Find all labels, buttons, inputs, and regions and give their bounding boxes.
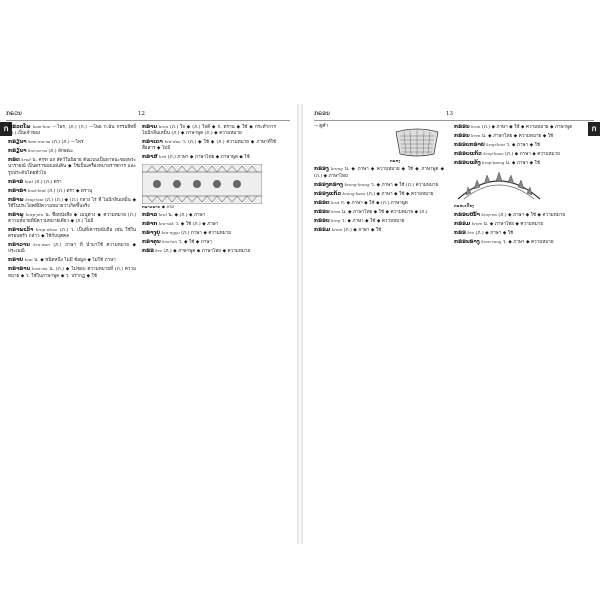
headword: ກຣາພເວ້າ (8, 227, 34, 234)
dictionary-entry (8, 242, 136, 255)
dictionary-entry (8, 139, 136, 146)
headword: ກຣອບແຕ້ງ (454, 160, 481, 166)
right-page-number: 13 (446, 111, 453, 117)
dictionary-entry (142, 221, 276, 228)
dictionary-entry (454, 133, 582, 140)
headword: ກຣວດໂພ (8, 124, 31, 130)
dictionary-entry (8, 212, 136, 225)
romanization: krop-taeng (482, 160, 505, 165)
right-running-head (314, 108, 594, 121)
definition: (ภ.) (ภ.) ตรา (34, 179, 62, 185)
definition: (ภ.) ใจ ◆ (ภ.) ใจดี ◆ ก. ตราน ◆ ใช้ ◆ กระทำการ ไม่มีกลิ่นเหม็น (ภ.) ◆ ภาษาพูด (ภ.) ◆ ความหมาย (142, 125, 276, 137)
romanization: krong-krang (344, 181, 370, 187)
dictionary-entry (314, 200, 444, 207)
book-gutter (297, 104, 303, 544)
headword: ກຣດ (8, 157, 20, 164)
dictionary-entry (454, 212, 582, 219)
definition: ว. (ภ.) ◆ ใช้ ◆ (ภ.) ความหมาย ◆ ภาษาที่ใช้สื่อสาร ◆ ไม่มี (142, 140, 276, 152)
headword: ກຣາງຍຸ (142, 230, 161, 237)
definition: ว. ◆ ใช้ ◆ ภาษา (178, 240, 213, 246)
definition: น. ◆ ภาษา ◆ ใช้ (505, 161, 540, 166)
crown-illustration (454, 169, 544, 203)
definition: น. ◆ ภาษา ◆ ความหมาย ◆ ใช้ ◆ ภาษาพูด ◆ (ภ.) ◆ ภาษาไทย (314, 167, 445, 179)
definition: —ไพร, (ภ.) (ก.) —ไพย ก.ฉัน กรรมสิทธิ์ (ภ.) เป็นเจ้าของ (8, 125, 137, 137)
right-head-word: ກຣອນ (314, 110, 330, 117)
dictionary-entry (8, 148, 136, 155)
definition: ว. ◆ ใช้ (ภ.) ◆ ภาษา (175, 222, 219, 228)
dictionary-entry (142, 139, 276, 152)
definition: (ภ.) ◆ ภาษา ◆ ใช้ (475, 230, 514, 236)
dictionary-entry (142, 154, 276, 161)
definition: น. (ภ.) ◆ ไม่ชอบ ความหมายที่ (ภ.) ความหมาย ◆ ว. ใช้ในภาษาพูด ◆ ว. ปรากฏ ◆ ใช้ (8, 267, 136, 279)
headword: ກຣາວານ (8, 242, 30, 249)
headword: ກຣອມ (454, 220, 471, 227)
headword: ກຣອນຣາງ (454, 238, 480, 245)
headword: ກຣອນ (454, 133, 470, 139)
romanization: kam-hoe (32, 124, 51, 129)
headword: ກຣາຣາ (8, 187, 27, 194)
headword: ກຣອນ (454, 124, 470, 130)
romanization: krap-pru (25, 211, 44, 217)
figure-caption: ກຣອງ (390, 158, 401, 163)
definition: ว. ◆ ภาษา ◆ ใช้ (506, 143, 540, 148)
definition: น. ◆ ภาษาไทย ◆ ความหมาย (483, 221, 544, 227)
definition: ว. ◆ ภาษา ◆ ความหมาย (502, 239, 554, 245)
dictionary-entry (314, 166, 444, 179)
headword: ກຣາຍ (8, 257, 24, 264)
romanization: krom (471, 220, 483, 226)
definition: ว. ◆ ภาษา ◆ ใช้ ◆ ความหมาย (341, 218, 405, 224)
romanization: kron (471, 133, 481, 138)
headword: ກຣາຣານ (8, 266, 31, 273)
definition: (ภ.) ◆ ภาษา ◆ ใช้ (343, 227, 382, 233)
romanization: krai (24, 257, 33, 263)
romanization: krom (331, 226, 343, 232)
headword: ກຣາສ (142, 154, 158, 161)
headword: ກຣອ (454, 229, 466, 236)
headword: ກຣອງແກ້ວ (314, 190, 342, 197)
left-head-word: ກຣວນ (6, 110, 22, 117)
romanization: krat-krat (27, 187, 46, 193)
romanization: kam-ma-na (28, 139, 51, 145)
headword: ກຣາຣ (8, 178, 24, 185)
romanization: krap-tsai (25, 196, 44, 202)
dictionary-entry (454, 230, 582, 237)
headword: ກຣາພ (8, 196, 24, 203)
headword: ກຣອບ (314, 217, 330, 224)
basket-figure (390, 126, 444, 163)
romanization: krai-ma (32, 266, 48, 272)
dictionary-entry (314, 182, 444, 189)
romanization: kron (471, 124, 481, 129)
headword: ກຣານ (142, 124, 158, 130)
left-page (0, 108, 296, 538)
headword: ກຣາກ (142, 221, 158, 228)
headword: ກຣາພູ (8, 211, 24, 218)
romanization: krong-kaeo (342, 190, 366, 196)
intro-text: → ดูคำ (314, 124, 328, 129)
right-column-1 (314, 124, 444, 236)
headword: ກຣອງ (314, 166, 329, 173)
headword: ກຣອງກຣາງ (314, 181, 343, 188)
dictionary-entry (454, 160, 582, 167)
definition: (ภ.) (ภ.) —ไพร (51, 140, 84, 146)
definition: น. ชื่อหนังสือ ◆ เมนูต่าง ◆ ความหมาย (ภ.) ความหมายที่มีความหมายเดียว ◆ (ภ.) ไม่มี (8, 212, 137, 225)
right-page (304, 108, 600, 538)
headword: ກຣາລ (142, 212, 158, 219)
figure-caption: ກຣາວລາຍ ◆ ลาย (142, 203, 174, 209)
dictionary-entry (142, 212, 276, 219)
headword: ກຣອມ (314, 226, 331, 233)
headword: ກຣອດ (314, 199, 330, 206)
definition: (ภ.) ◆ ภาษา ◆ ใช้ ◆ ความหมาย ◆ ภาษาพูด (481, 125, 573, 130)
thai-pattern-figure (142, 164, 276, 209)
dictionary-entry (454, 142, 582, 149)
romanization: kra-sak (158, 221, 174, 227)
basket-illustration (390, 126, 444, 158)
dictionary-entry (8, 157, 136, 177)
definition: น. ◆ ภาษาไทย ◆ ความหมาย ◆ ใช้ (481, 134, 554, 139)
headword: ກຣອນ (314, 208, 330, 215)
dictionary-entry (8, 124, 136, 137)
dictionary-entry (8, 188, 136, 195)
romanization: kra-tun (162, 239, 178, 245)
romanization: krop-kaeo (483, 151, 504, 156)
definition: น. ◆ (ภ.) ◆ ภาษา (168, 213, 206, 219)
romanization: krit-dao (164, 139, 181, 145)
dictionary-entry (454, 239, 582, 246)
left-thumb-tab: ก (0, 122, 12, 136)
definition: (ภ.) ภาษา ที่ นำมาใช้ ความหมาย ◆ ประเพณี (8, 243, 136, 255)
definition: (ภ.) (ภ.) ตรา ◆ ตรานุ (47, 188, 93, 194)
crown-figure (454, 169, 582, 208)
left-column-1 (8, 124, 136, 282)
definition: (ภ.) ◆ ภาษา ◆ ความหมาย (505, 152, 560, 157)
dictionary-entry (454, 151, 582, 158)
headword: ກຣອບແກ້ວ (454, 151, 482, 157)
dictionary-entry (8, 179, 136, 186)
dictionary-entry (8, 266, 136, 279)
definition: ก. ◆ ภาษา ◆ ใช้ ◆ (ภ.) ภาษาพูด (340, 200, 408, 206)
romanization: kron-rang (481, 238, 502, 244)
left-running-head (6, 108, 290, 121)
definition: (ภ.) ภาษา ◆ ภาษาไทย ◆ ภาษาพูด ◆ ใช้ (167, 155, 250, 161)
romanization: krap-whao (35, 227, 58, 233)
definition: ว. ◆ ภาษา ◆ ใช้ (ภ.) ความหมาย (371, 182, 439, 188)
romanization: krong (330, 166, 343, 172)
dictionary-entry (142, 124, 276, 137)
dictionary-entry (8, 227, 136, 240)
romanization: krot (330, 199, 340, 205)
definition: น. ◆ ชนิดหนึ่ง ไม่มี ข้อมูล ◆ ไม่ใช้ ภาษา (34, 258, 116, 264)
dictionary-entry (142, 248, 276, 255)
romanization: krop-krai (486, 142, 505, 147)
headword: ກຣຽນາ (8, 139, 27, 146)
pattern-illustration (142, 164, 262, 204)
dictionary-entry (454, 124, 582, 131)
romanization: kro (155, 248, 163, 254)
headword: ກຣາຕຸນ (142, 239, 161, 246)
dictionary-entry (8, 197, 136, 210)
dictionary-entry (314, 218, 444, 225)
romanization: krop-na (481, 211, 497, 217)
definition: (ภ.) ◆ ภาษา ◆ ใช้ ◆ ความหมาย (498, 212, 566, 218)
romanization: kra-va-na (28, 148, 48, 154)
romanization: kron (331, 208, 341, 214)
definition: (ภ.) (ภ.) ◆ (ภ.) กลาง ไร่ ที่ ไม่มีกลิ่นเหม็น ◆ ใช้ในประโยคที่มีความหมายว่าเกิดขึ้นจริง (8, 197, 136, 209)
right-thumb-tab: ก (588, 122, 600, 136)
dictionary-entry (142, 239, 276, 246)
definition: (ภ.) ลักษณะ (48, 149, 74, 155)
definition: น. ◆ ภาษาไทย ◆ ใช้ ◆ ความหมาย ◆ (ภ.) (341, 209, 428, 215)
romanization: krun (158, 124, 169, 129)
headword: ກຣອບໜ້າ (454, 211, 480, 218)
dictionary-entry (314, 191, 444, 198)
dictionary-entry (142, 230, 276, 237)
dictionary-entry (8, 257, 136, 264)
romanization: krul (158, 212, 167, 218)
left-column-2 (142, 124, 276, 257)
romanization: krat (24, 178, 34, 184)
headword: ກຣຽນາ (8, 148, 27, 155)
romanization: krop (331, 217, 341, 223)
romanization: krit (159, 154, 167, 160)
definition: (ภ.) ◆ ภาษาพูด ◆ ภาษาไทย ◆ ความหมาย (163, 249, 251, 255)
definition: (ภ.) ภาษา ◆ ความหมาย (181, 231, 231, 237)
definition: (ภ.) ◆ ภาษา ◆ ใช้ ◆ ความหมาย (366, 191, 434, 197)
definition: น. ครุฑ นก สัตว์ในนิยาย ต้นแบบเป็นพาหนะของพระนารายณ์ เป็นตราของแผ่นดิน ◆ ใช้เป็นเครื่องหมายราชการ และรูปประดับโดยทั่วไป (8, 158, 137, 176)
headword: ກຣອບກຣາຍ (454, 142, 485, 148)
left-page-number: 12 (138, 111, 145, 117)
figure-caption: ກຣອບເຄື່ອງ (454, 203, 475, 209)
romanization: kra-ngyu (161, 230, 180, 236)
romanization: kro (467, 229, 475, 235)
dictionary-entry (314, 209, 444, 216)
romanization: kra-wan (33, 242, 50, 248)
romanization: krud (21, 157, 31, 163)
dictionary-entry (314, 227, 444, 234)
right-col1-intro (314, 124, 386, 130)
headword: ກຣອ (142, 248, 154, 255)
right-column-2 (454, 124, 582, 248)
headword: ກຣາເດາ (142, 139, 163, 146)
definition: (ภ.) ว. เป็นที่เคารพนับถือ เช่น ใช้ในครอบครัว กล่าว ◆ ใช้กับบุคคล (8, 228, 136, 240)
dictionary-entry (454, 221, 582, 228)
